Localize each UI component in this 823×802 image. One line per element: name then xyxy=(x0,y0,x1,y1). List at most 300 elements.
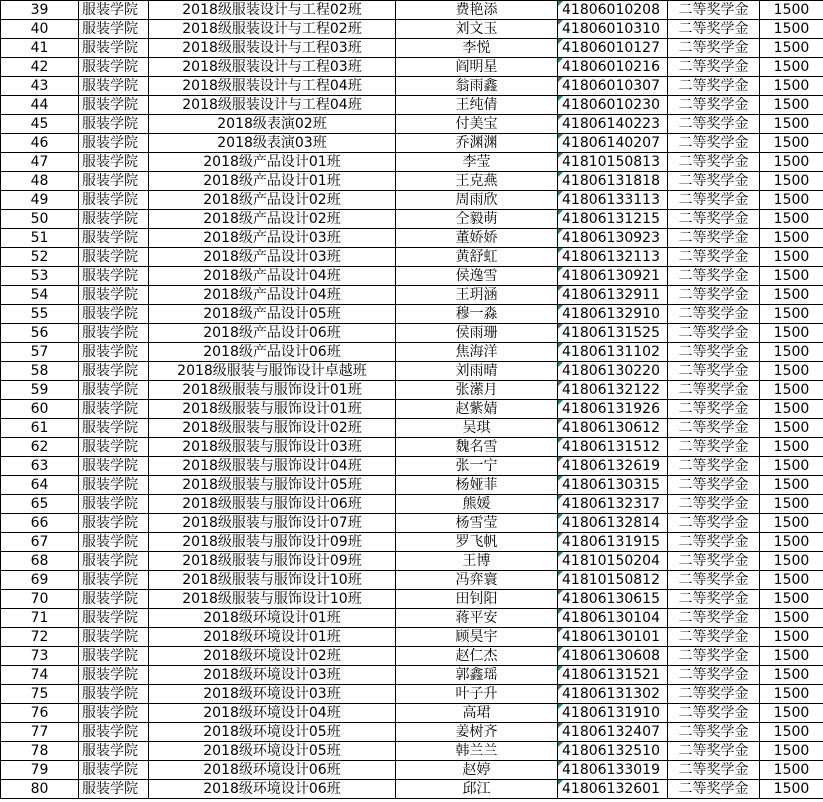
class-cell[interactable]: 2018级服装设计与工程04班 xyxy=(149,96,396,115)
row-number-cell[interactable]: 51 xyxy=(1,229,79,248)
amount-cell[interactable]: 1500 xyxy=(760,134,823,153)
student-id-cell[interactable]: 41806130615 xyxy=(558,590,668,609)
amount-cell[interactable]: 1500 xyxy=(760,305,823,324)
student-id-cell[interactable]: 41806131525 xyxy=(558,324,668,343)
amount-cell[interactable]: 1500 xyxy=(760,438,823,457)
class-cell[interactable]: 2018级环境设计01班 xyxy=(149,628,396,647)
student-name-cell[interactable]: 焦海洋 xyxy=(396,343,558,362)
award-cell[interactable]: 二等奖学金 xyxy=(668,229,760,248)
student-name-cell[interactable]: 董娇娇 xyxy=(396,229,558,248)
class-cell[interactable]: 2018级表演03班 xyxy=(149,134,396,153)
class-cell[interactable]: 2018级服装与服饰设计卓越班 xyxy=(149,362,396,381)
student-name-cell[interactable]: 姜树齐 xyxy=(396,723,558,742)
amount-cell[interactable]: 1500 xyxy=(760,58,823,77)
row-number-cell[interactable]: 76 xyxy=(1,704,79,723)
class-cell[interactable]: 2018级服装与服饰设计01班 xyxy=(149,381,396,400)
row-number-cell[interactable]: 62 xyxy=(1,438,79,457)
award-cell[interactable]: 二等奖学金 xyxy=(668,476,760,495)
amount-cell[interactable]: 1500 xyxy=(760,210,823,229)
award-cell[interactable]: 二等奖学金 xyxy=(668,666,760,685)
college-cell[interactable]: 服装学院 xyxy=(79,742,149,761)
class-cell[interactable]: 2018级服装设计与工程03班 xyxy=(149,39,396,58)
student-name-cell[interactable]: 田钊阳 xyxy=(396,590,558,609)
student-name-cell[interactable]: 翁雨鑫 xyxy=(396,77,558,96)
student-name-cell[interactable]: 乔渊渊 xyxy=(396,134,558,153)
amount-cell[interactable]: 1500 xyxy=(760,362,823,381)
row-number-cell[interactable]: 69 xyxy=(1,571,79,590)
row-number-cell[interactable]: 65 xyxy=(1,495,79,514)
amount-cell[interactable]: 1500 xyxy=(760,115,823,134)
college-cell[interactable]: 服装学院 xyxy=(79,419,149,438)
student-name-cell[interactable]: 赵仁杰 xyxy=(396,647,558,666)
student-name-cell[interactable]: 王纯倩 xyxy=(396,96,558,115)
student-name-cell[interactable]: 刘文玉 xyxy=(396,20,558,39)
class-cell[interactable]: 2018级环境设计06班 xyxy=(149,780,396,799)
award-cell[interactable]: 二等奖学金 xyxy=(668,20,760,39)
amount-cell[interactable]: 1500 xyxy=(760,1,823,20)
award-cell[interactable]: 二等奖学金 xyxy=(668,647,760,666)
student-name-cell[interactable]: 阎明星 xyxy=(396,58,558,77)
amount-cell[interactable]: 1500 xyxy=(760,723,823,742)
student-id-cell[interactable]: 41806132601 xyxy=(558,780,668,799)
college-cell[interactable]: 服装学院 xyxy=(79,666,149,685)
college-cell[interactable]: 服装学院 xyxy=(79,210,149,229)
amount-cell[interactable]: 1500 xyxy=(760,286,823,305)
student-name-cell[interactable]: 高珺 xyxy=(396,704,558,723)
student-name-cell[interactable]: 邱江 xyxy=(396,780,558,799)
class-cell[interactable]: 2018级产品设计02班 xyxy=(149,210,396,229)
row-number-cell[interactable]: 46 xyxy=(1,134,79,153)
row-number-cell[interactable]: 72 xyxy=(1,628,79,647)
row-number-cell[interactable]: 41 xyxy=(1,39,79,58)
row-number-cell[interactable]: 48 xyxy=(1,172,79,191)
row-number-cell[interactable]: 39 xyxy=(1,1,79,20)
class-cell[interactable]: 2018级表演02班 xyxy=(149,115,396,134)
award-cell[interactable]: 二等奖学金 xyxy=(668,210,760,229)
award-cell[interactable]: 二等奖学金 xyxy=(668,305,760,324)
student-id-cell[interactable]: 41806130612 xyxy=(558,419,668,438)
student-id-cell[interactable]: 41810150204 xyxy=(558,552,668,571)
student-name-cell[interactable]: 魏名雪 xyxy=(396,438,558,457)
row-number-cell[interactable]: 79 xyxy=(1,761,79,780)
class-cell[interactable]: 2018级产品设计04班 xyxy=(149,267,396,286)
student-id-cell[interactable]: 41806131521 xyxy=(558,666,668,685)
amount-cell[interactable]: 1500 xyxy=(760,381,823,400)
class-cell[interactable]: 2018级产品设计05班 xyxy=(149,305,396,324)
award-cell[interactable]: 二等奖学金 xyxy=(668,514,760,533)
student-id-cell[interactable]: 41806133113 xyxy=(558,191,668,210)
row-number-cell[interactable]: 53 xyxy=(1,267,79,286)
college-cell[interactable]: 服装学院 xyxy=(79,514,149,533)
class-cell[interactable]: 2018级环境设计05班 xyxy=(149,723,396,742)
student-id-cell[interactable]: 41806010216 xyxy=(558,58,668,77)
table-row xyxy=(1,742,823,761)
student-id-cell[interactable]: 41806010230 xyxy=(558,96,668,115)
student-name-cell[interactable]: 黄舒虹 xyxy=(396,248,558,267)
class-cell[interactable]: 2018级服装设计与工程03班 xyxy=(149,58,396,77)
class-cell[interactable]: 2018级产品设计02班 xyxy=(149,191,396,210)
class-cell[interactable]: 2018级产品设计06班 xyxy=(149,324,396,343)
row-number-cell[interactable]: 58 xyxy=(1,362,79,381)
row-number-cell[interactable]: 57 xyxy=(1,343,79,362)
award-cell[interactable]: 二等奖学金 xyxy=(668,419,760,438)
student-id-cell[interactable]: 41806130921 xyxy=(558,267,668,286)
class-cell[interactable]: 2018级服装与服饰设计02班 xyxy=(149,419,396,438)
amount-cell[interactable]: 1500 xyxy=(760,495,823,514)
table-row xyxy=(1,495,823,514)
row-number-cell[interactable]: 55 xyxy=(1,305,79,324)
student-id-cell[interactable]: 41806130104 xyxy=(558,609,668,628)
college-cell[interactable]: 服装学院 xyxy=(79,77,149,96)
row-number-cell[interactable]: 49 xyxy=(1,191,79,210)
class-cell[interactable]: 2018级产品设计01班 xyxy=(149,172,396,191)
row-number-cell[interactable]: 64 xyxy=(1,476,79,495)
student-id-cell[interactable]: 41806132113 xyxy=(558,248,668,267)
class-cell[interactable]: 2018级服装与服饰设计06班 xyxy=(149,495,396,514)
amount-cell[interactable]: 1500 xyxy=(760,96,823,115)
college-cell[interactable]: 服装学院 xyxy=(79,780,149,799)
student-id-cell[interactable]: 41806131215 xyxy=(558,210,668,229)
award-cell[interactable]: 二等奖学金 xyxy=(668,400,760,419)
award-cell[interactable]: 二等奖学金 xyxy=(668,761,760,780)
award-cell[interactable]: 二等奖学金 xyxy=(668,590,760,609)
row-number-cell[interactable]: 78 xyxy=(1,742,79,761)
college-cell[interactable]: 服装学院 xyxy=(79,381,149,400)
class-cell[interactable]: 2018级产品设计03班 xyxy=(149,229,396,248)
amount-cell[interactable]: 1500 xyxy=(760,191,823,210)
class-cell[interactable]: 2018级服装与服饰设计05班 xyxy=(149,476,396,495)
award-cell[interactable]: 二等奖学金 xyxy=(668,115,760,134)
amount-cell[interactable]: 1500 xyxy=(760,647,823,666)
award-cell[interactable]: 二等奖学金 xyxy=(668,609,760,628)
student-id-cell[interactable]: 41806132910 xyxy=(558,305,668,324)
award-cell[interactable]: 二等奖学金 xyxy=(668,248,760,267)
award-cell[interactable]: 二等奖学金 xyxy=(668,571,760,590)
college-cell[interactable]: 服装学院 xyxy=(79,286,149,305)
award-cell[interactable]: 二等奖学金 xyxy=(668,153,760,172)
college-cell[interactable]: 服装学院 xyxy=(79,761,149,780)
student-name-cell[interactable]: 付美宝 xyxy=(396,115,558,134)
row-number-cell[interactable]: 73 xyxy=(1,647,79,666)
student-id-cell[interactable]: 41806140207 xyxy=(558,134,668,153)
student-name-cell[interactable]: 张一宁 xyxy=(396,457,558,476)
student-id-cell[interactable]: 41806132510 xyxy=(558,742,668,761)
college-cell[interactable]: 服装学院 xyxy=(79,628,149,647)
student-name-cell[interactable]: 王博 xyxy=(396,552,558,571)
student-id-cell[interactable]: 41806132619 xyxy=(558,457,668,476)
amount-cell[interactable]: 1500 xyxy=(760,514,823,533)
class-cell[interactable]: 2018级环境设计01班 xyxy=(149,609,396,628)
student-name-cell[interactable]: 杨雪莹 xyxy=(396,514,558,533)
award-cell[interactable]: 二等奖学金 xyxy=(668,191,760,210)
student-name-cell[interactable]: 顾昊宇 xyxy=(396,628,558,647)
student-id-cell[interactable]: 41806133019 xyxy=(558,761,668,780)
student-id-cell[interactable]: 41806131818 xyxy=(558,172,668,191)
college-cell[interactable]: 服装学院 xyxy=(79,533,149,552)
student-id-cell[interactable]: 41806132317 xyxy=(558,495,668,514)
class-cell[interactable]: 2018级环境设计03班 xyxy=(149,685,396,704)
student-name-cell[interactable]: 李悦 xyxy=(396,39,558,58)
amount-cell[interactable]: 1500 xyxy=(760,419,823,438)
college-cell[interactable]: 服装学院 xyxy=(79,457,149,476)
row-number-cell[interactable]: 42 xyxy=(1,58,79,77)
student-id-cell[interactable]: 41806131926 xyxy=(558,400,668,419)
award-cell[interactable]: 二等奖学金 xyxy=(668,324,760,343)
award-cell[interactable]: 二等奖学金 xyxy=(668,628,760,647)
student-id-cell[interactable]: 41806130315 xyxy=(558,476,668,495)
college-cell[interactable]: 服装学院 xyxy=(79,495,149,514)
row-number-cell[interactable]: 66 xyxy=(1,514,79,533)
award-cell[interactable]: 二等奖学金 xyxy=(668,704,760,723)
college-cell[interactable]: 服装学院 xyxy=(79,400,149,419)
row-number-cell[interactable]: 63 xyxy=(1,457,79,476)
amount-cell[interactable]: 1500 xyxy=(760,324,823,343)
student-name-cell[interactable]: 张潆月 xyxy=(396,381,558,400)
award-cell[interactable]: 二等奖学金 xyxy=(668,343,760,362)
college-cell[interactable]: 服装学院 xyxy=(79,324,149,343)
amount-cell[interactable]: 1500 xyxy=(760,153,823,172)
row-number-cell[interactable]: 54 xyxy=(1,286,79,305)
student-id-cell[interactable]: 41806131915 xyxy=(558,533,668,552)
student-id-cell[interactable]: 41806130608 xyxy=(558,647,668,666)
amount-cell[interactable]: 1500 xyxy=(760,761,823,780)
award-cell[interactable]: 二等奖学金 xyxy=(668,685,760,704)
student-name-cell[interactable]: 王玥涵 xyxy=(396,286,558,305)
amount-cell[interactable]: 1500 xyxy=(760,457,823,476)
amount-cell[interactable]: 1500 xyxy=(760,552,823,571)
student-id-cell[interactable]: 41806130220 xyxy=(558,362,668,381)
college-cell[interactable]: 服装学院 xyxy=(79,552,149,571)
student-id-cell[interactable]: 41806131302 xyxy=(558,685,668,704)
award-cell[interactable]: 二等奖学金 xyxy=(668,134,760,153)
class-cell[interactable]: 2018级服装与服饰设计04班 xyxy=(149,457,396,476)
college-cell[interactable]: 服装学院 xyxy=(79,590,149,609)
amount-cell[interactable]: 1500 xyxy=(760,248,823,267)
row-number-cell[interactable]: 60 xyxy=(1,400,79,419)
class-cell[interactable]: 2018级服装与服饰设计03班 xyxy=(149,438,396,457)
student-name-cell[interactable]: 赵婷 xyxy=(396,761,558,780)
amount-cell[interactable]: 1500 xyxy=(760,343,823,362)
class-cell[interactable]: 2018级产品设计04班 xyxy=(149,286,396,305)
award-cell[interactable]: 二等奖学金 xyxy=(668,533,760,552)
row-number-cell[interactable]: 61 xyxy=(1,419,79,438)
college-cell[interactable]: 服装学院 xyxy=(79,723,149,742)
student-id-cell[interactable]: 41806140223 xyxy=(558,115,668,134)
college-cell[interactable]: 服装学院 xyxy=(79,58,149,77)
row-number-cell[interactable]: 56 xyxy=(1,324,79,343)
college-cell[interactable]: 服装学院 xyxy=(79,343,149,362)
class-cell[interactable]: 2018级环境设计06班 xyxy=(149,761,396,780)
college-cell[interactable]: 服装学院 xyxy=(79,476,149,495)
student-name-cell[interactable]: 周雨欣 xyxy=(396,191,558,210)
college-cell[interactable]: 服装学院 xyxy=(79,305,149,324)
class-cell[interactable]: 2018级服装与服饰设计09班 xyxy=(149,552,396,571)
student-id-cell[interactable]: 41806010127 xyxy=(558,39,668,58)
college-cell[interactable]: 服装学院 xyxy=(79,20,149,39)
college-cell[interactable]: 服装学院 xyxy=(79,685,149,704)
student-id-cell[interactable]: 41806131102 xyxy=(558,343,668,362)
student-id-cell[interactable]: 41806131910 xyxy=(558,704,668,723)
college-cell[interactable]: 服装学院 xyxy=(79,115,149,134)
class-cell[interactable]: 2018级环境设计02班 xyxy=(149,647,396,666)
student-name-cell[interactable]: 侯雨珊 xyxy=(396,324,558,343)
award-cell[interactable]: 二等奖学金 xyxy=(668,77,760,96)
college-cell[interactable]: 服装学院 xyxy=(79,229,149,248)
student-name-cell[interactable]: 侯逸雪 xyxy=(396,267,558,286)
amount-cell[interactable]: 1500 xyxy=(760,685,823,704)
college-cell[interactable]: 服装学院 xyxy=(79,647,149,666)
award-cell[interactable]: 二等奖学金 xyxy=(668,172,760,191)
class-cell[interactable]: 2018级服装设计与工程04班 xyxy=(149,77,396,96)
college-cell[interactable]: 服装学院 xyxy=(79,571,149,590)
table-row xyxy=(1,571,823,590)
college-cell[interactable]: 服装学院 xyxy=(79,438,149,457)
class-cell[interactable]: 2018级服装与服饰设计10班 xyxy=(149,571,396,590)
row-number-cell[interactable]: 74 xyxy=(1,666,79,685)
college-cell[interactable]: 服装学院 xyxy=(79,153,149,172)
college-cell[interactable]: 服装学院 xyxy=(79,172,149,191)
award-cell[interactable]: 二等奖学金 xyxy=(668,286,760,305)
student-name-cell[interactable]: 赵紫婧 xyxy=(396,400,558,419)
student-id-cell[interactable]: 41806132122 xyxy=(558,381,668,400)
class-cell[interactable]: 2018级环境设计04班 xyxy=(149,704,396,723)
student-name-cell[interactable]: 穆一淼 xyxy=(396,305,558,324)
student-id-cell[interactable]: 41806010307 xyxy=(558,77,668,96)
amount-cell[interactable]: 1500 xyxy=(760,39,823,58)
student-name-cell[interactable]: 郭鑫瑶 xyxy=(396,666,558,685)
student-name-cell[interactable]: 吴琪 xyxy=(396,419,558,438)
class-cell[interactable]: 2018级服装与服饰设计09班 xyxy=(149,533,396,552)
row-number-cell[interactable]: 75 xyxy=(1,685,79,704)
class-cell[interactable]: 2018级环境设计05班 xyxy=(149,742,396,761)
amount-cell[interactable]: 1500 xyxy=(760,172,823,191)
row-number-cell[interactable]: 68 xyxy=(1,552,79,571)
class-cell[interactable]: 2018级服装与服饰设计07班 xyxy=(149,514,396,533)
student-name-cell[interactable]: 冯弈寰 xyxy=(396,571,558,590)
college-cell[interactable]: 服装学院 xyxy=(79,39,149,58)
row-number-cell[interactable]: 40 xyxy=(1,20,79,39)
class-cell[interactable]: 2018级服装设计与工程02班 xyxy=(149,20,396,39)
table-row xyxy=(1,438,823,457)
row-number-cell[interactable]: 50 xyxy=(1,210,79,229)
student-name-cell[interactable]: 李莹 xyxy=(396,153,558,172)
student-name-cell[interactable]: 韩兰兰 xyxy=(396,742,558,761)
student-name-cell[interactable]: 蒋平安 xyxy=(396,609,558,628)
class-cell[interactable]: 2018级产品设计01班 xyxy=(149,153,396,172)
amount-cell[interactable]: 1500 xyxy=(760,609,823,628)
award-cell[interactable]: 二等奖学金 xyxy=(668,780,760,799)
student-id-cell[interactable]: 41806132407 xyxy=(558,723,668,742)
amount-cell[interactable]: 1500 xyxy=(760,780,823,799)
amount-cell[interactable]: 1500 xyxy=(760,229,823,248)
table-row xyxy=(1,172,823,191)
student-name-cell[interactable]: 叶子升 xyxy=(396,685,558,704)
award-cell[interactable]: 二等奖学金 xyxy=(668,723,760,742)
student-name-cell[interactable]: 罗飞帆 xyxy=(396,533,558,552)
row-number-cell[interactable]: 47 xyxy=(1,153,79,172)
amount-cell[interactable]: 1500 xyxy=(760,20,823,39)
row-number-cell[interactable]: 80 xyxy=(1,780,79,799)
college-cell[interactable]: 服装学院 xyxy=(79,1,149,20)
college-cell[interactable]: 服装学院 xyxy=(79,267,149,286)
row-number-cell[interactable]: 52 xyxy=(1,248,79,267)
row-number-cell[interactable]: 77 xyxy=(1,723,79,742)
amount-cell[interactable]: 1500 xyxy=(760,400,823,419)
award-cell[interactable]: 二等奖学金 xyxy=(668,495,760,514)
college-cell[interactable]: 服装学院 xyxy=(79,134,149,153)
student-name-cell[interactable]: 仝毅萌 xyxy=(396,210,558,229)
amount-cell[interactable]: 1500 xyxy=(760,704,823,723)
amount-cell[interactable]: 1500 xyxy=(760,533,823,552)
row-number-cell[interactable]: 71 xyxy=(1,609,79,628)
college-cell[interactable]: 服装学院 xyxy=(79,248,149,267)
student-id-cell[interactable]: 41806130923 xyxy=(558,229,668,248)
award-cell[interactable]: 二等奖学金 xyxy=(668,96,760,115)
award-cell[interactable]: 二等奖学金 xyxy=(668,39,760,58)
student-id-cell[interactable]: 41806130101 xyxy=(558,628,668,647)
row-number-cell[interactable]: 70 xyxy=(1,590,79,609)
student-id-cell[interactable]: 41810150813 xyxy=(558,153,668,172)
class-cell[interactable]: 2018级服装设计与工程02班 xyxy=(149,1,396,20)
student-id-cell[interactable]: 41806132911 xyxy=(558,286,668,305)
row-number-cell[interactable]: 44 xyxy=(1,96,79,115)
student-id-cell[interactable]: 41810150812 xyxy=(558,571,668,590)
student-name-cell[interactable]: 费艳添 xyxy=(396,1,558,20)
award-cell[interactable]: 二等奖学金 xyxy=(668,267,760,286)
amount-cell[interactable]: 1500 xyxy=(760,742,823,761)
student-id-cell[interactable]: 41806010208 xyxy=(558,1,668,20)
award-cell[interactable]: 二等奖学金 xyxy=(668,381,760,400)
amount-cell[interactable]: 1500 xyxy=(760,590,823,609)
amount-cell[interactable]: 1500 xyxy=(760,666,823,685)
class-cell[interactable]: 2018级服装与服饰设计10班 xyxy=(149,590,396,609)
row-number-cell[interactable]: 67 xyxy=(1,533,79,552)
row-number-cell[interactable]: 45 xyxy=(1,115,79,134)
award-cell[interactable]: 二等奖学金 xyxy=(668,58,760,77)
student-id-cell[interactable]: 41806131512 xyxy=(558,438,668,457)
amount-cell[interactable]: 1500 xyxy=(760,628,823,647)
table-row xyxy=(1,343,823,362)
college-cell[interactable]: 服装学院 xyxy=(79,96,149,115)
row-number-cell[interactable]: 43 xyxy=(1,77,79,96)
award-cell[interactable]: 二等奖学金 xyxy=(668,457,760,476)
award-cell[interactable]: 二等奖学金 xyxy=(668,438,760,457)
award-cell[interactable]: 二等奖学金 xyxy=(668,362,760,381)
college-cell[interactable]: 服装学院 xyxy=(79,362,149,381)
student-id-cell[interactable]: 41806132814 xyxy=(558,514,668,533)
award-cell[interactable]: 二等奖学金 xyxy=(668,552,760,571)
college-cell[interactable]: 服装学院 xyxy=(79,609,149,628)
amount-cell[interactable]: 1500 xyxy=(760,476,823,495)
student-name-cell[interactable]: 王克燕 xyxy=(396,172,558,191)
award-cell[interactable]: 二等奖学金 xyxy=(668,1,760,20)
college-cell[interactable]: 服装学院 xyxy=(79,704,149,723)
row-number-cell[interactable]: 59 xyxy=(1,381,79,400)
amount-cell[interactable]: 1500 xyxy=(760,571,823,590)
award-cell[interactable]: 二等奖学金 xyxy=(668,742,760,761)
amount-cell[interactable]: 1500 xyxy=(760,267,823,286)
student-id-cell[interactable]: 41806010310 xyxy=(558,20,668,39)
class-cell[interactable]: 2018级环境设计03班 xyxy=(149,666,396,685)
class-cell[interactable]: 2018级服装与服饰设计01班 xyxy=(149,400,396,419)
class-cell[interactable]: 2018级产品设计06班 xyxy=(149,343,396,362)
class-cell[interactable]: 2018级产品设计03班 xyxy=(149,248,396,267)
student-name-cell[interactable]: 熊媛 xyxy=(396,495,558,514)
college-cell[interactable]: 服装学院 xyxy=(79,191,149,210)
student-name-cell[interactable]: 刘雨晴 xyxy=(396,362,558,381)
student-name-cell[interactable]: 杨娅菲 xyxy=(396,476,558,495)
amount-cell[interactable]: 1500 xyxy=(760,77,823,96)
